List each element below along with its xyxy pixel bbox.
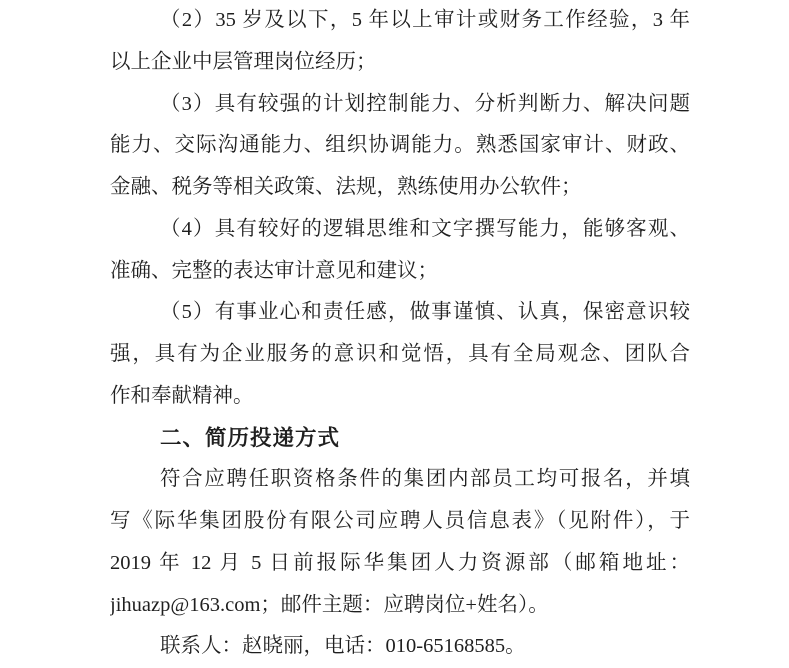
text-line: （2）35 岁及以下，5 年以上审计或财务工作经验，3 年 xyxy=(160,9,690,31)
text-column xyxy=(110,0,690,668)
text-line: 强，具有为企业服务的意识和觉悟，具有全局观念、团队合 xyxy=(110,343,690,365)
text-line: （3）具有较强的计划控制能力、分析判断力、解决问题 xyxy=(160,92,690,115)
text-line: 能力、交际沟通能力、组织协调能力。熟悉国家审计、财政、 xyxy=(110,134,690,157)
text-line: 2019 年 12 月 5 日前报际华集团人力资源部（邮箱地址： xyxy=(110,551,690,574)
section-heading: 二、简历投递方式 xyxy=(160,425,341,450)
text-line: （5）有事业心和责任感，做事谨慎、认真，保密意识较 xyxy=(160,301,690,324)
text-line: 准确、完整的表达审计意见和建议； xyxy=(110,259,438,282)
text-line: 以上企业中层管理岗位经历； xyxy=(110,50,377,73)
text-line: 作和奉献精神。 xyxy=(110,384,254,407)
text-line: （4）具有较好的逻辑思维和文字撰写能力，能够客观、 xyxy=(160,217,690,240)
text-line: 写《际华集团股份有限公司应聘人员信息表》（见附件），于 xyxy=(110,510,690,532)
text-line: 联系人：赵晓丽，电话：010-65168585。 xyxy=(160,635,526,658)
text-line: 金融、税务等相关政策、法规，熟练使用办公软件； xyxy=(110,176,582,198)
text-line: jihuazp@163.com；邮件主题：应聘岗位+姓名）。 xyxy=(110,593,549,616)
text-line: 符合应聘任职资格条件的集团内部员工均可报名，并填 xyxy=(160,468,690,491)
